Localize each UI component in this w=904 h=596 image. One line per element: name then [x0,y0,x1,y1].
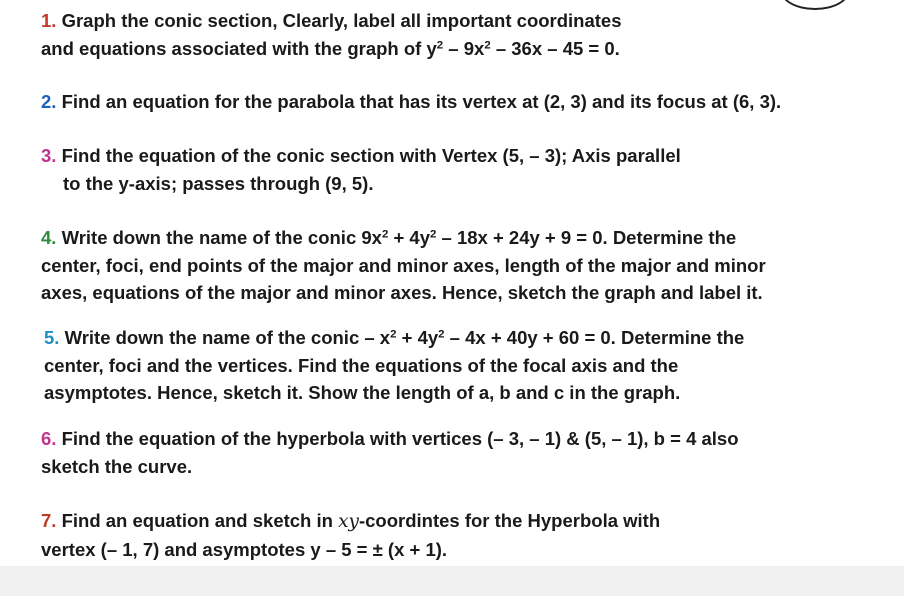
exponent: 2 [436,39,444,52]
question-4-text-line3: axes, equations of the major and minor axes. Hence, sketch the graph and label it. [41,282,763,303]
question-7-xy-italic: xy [338,511,359,532]
question-1-text-line1: Graph the conic section, Clearly, label all important coordinates [61,10,622,31]
question-4 [41,224,766,307]
question-6 [41,425,739,480]
question-7 [41,507,660,563]
question-7-text-line2: vertex (– 1, 7) and asymptotes y – 5 = ± (x + 1). [41,538,448,560]
question-4-text-line1c: – 18x + 24y + 9 = 0. Determine the [436,227,737,248]
question-6-text-line1: Find the equation of the hyperbola with vertices (– 3, – 1) & (5, – 1), b = 4 also [61,428,739,449]
question-4-text-line1b: + 4y [388,227,431,248]
question-5-number: 5. [44,327,60,348]
question-1-text-line2b: – 9x [443,37,485,59]
question-3 [41,142,681,197]
question-5 [44,324,744,407]
question-2 [41,88,781,116]
question-7-number: 7. [41,510,57,531]
exponent: 2 [438,328,445,341]
question-6-number: 6. [41,428,57,449]
footer-bar [0,566,904,596]
question-1 [41,7,622,62]
question-5-text-line1c: – 4x + 40y + 60 = 0. Determine the [444,327,745,348]
question-5-text-line1a: Write down the name of the conic – x [64,327,391,348]
question-7-text-line1a: Find an equation and sketch in [61,510,339,531]
score-badge-circle [780,0,850,10]
question-4-text-line2: center, foci, end points of the major and minor axes, length of the major and minor [41,254,766,276]
question-7-text-line1b: -coordintes for the Hyperbola with [358,510,661,531]
question-2-text-line1: Find an equation for the parabola that has its vertex at (2, 3) and its focus at (6, 3). [61,91,782,112]
question-5-text-line1b: + 4y [396,327,439,348]
exponent: 2 [381,228,389,241]
question-4-number: 4. [41,227,57,248]
question-1-text-line2c: – 36x – 45 = 0. [490,37,620,59]
question-5-text-line3: asymptotes. Hence, sketch it. Show the length of a, b and c in the graph. [44,382,681,403]
question-3-number: 3. [41,145,57,166]
exponent: 2 [430,228,437,241]
exponent: 2 [390,328,397,341]
question-1-text-line2a: and equations associated with the graph of y [41,37,437,59]
exponent: 2 [484,39,491,52]
question-4-text-line1a: Write down the name of the conic 9x [61,227,382,248]
question-1-number: 1. [41,10,57,31]
question-2-number: 2. [41,91,57,112]
question-3-text-line2: to the y-axis; passes through (9, 5). [63,172,374,194]
question-3-text-line1: Find the equation of the conic section with Vertex (5, – 3); Axis parallel [61,145,681,166]
question-5-text-line2: center, foci and the vertices. Find the equations of the focal axis and the [44,354,679,376]
question-6-text-line2: sketch the curve. [41,455,193,477]
